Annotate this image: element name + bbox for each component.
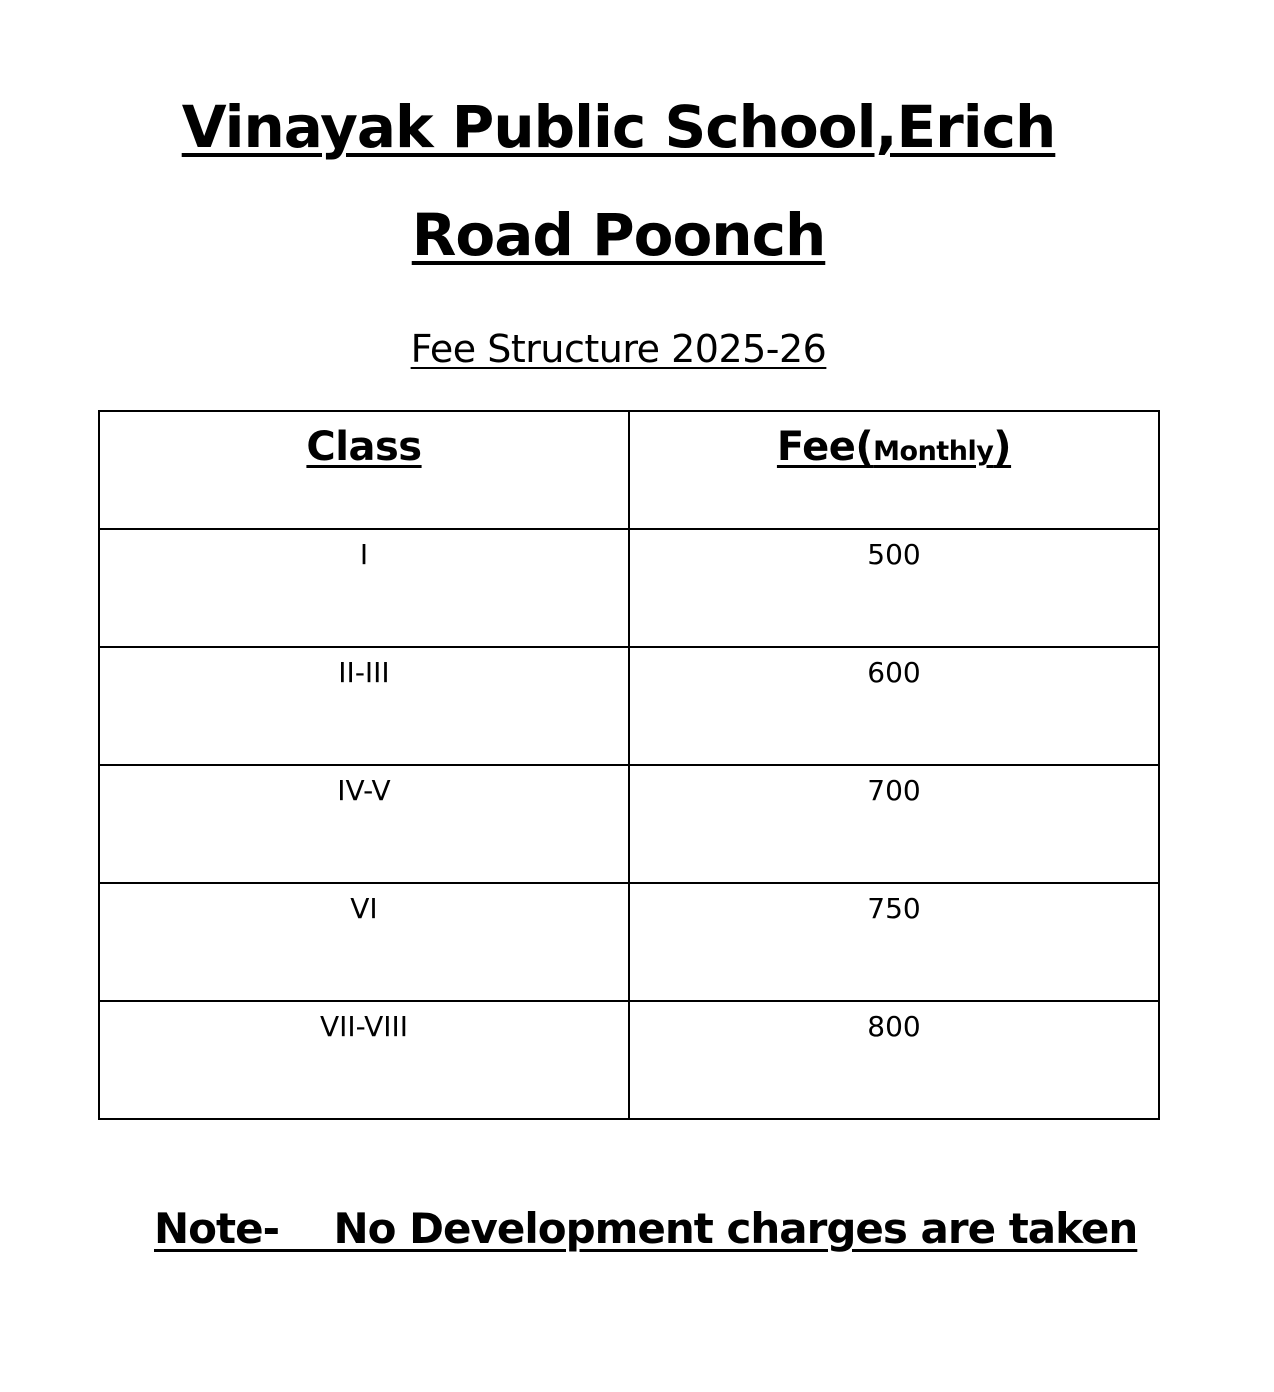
fee-cell: 700	[629, 765, 1159, 883]
fee-table	[98, 410, 1160, 1120]
fee-cell: 800	[629, 1001, 1159, 1119]
class-cell: VII-VIII	[99, 1001, 629, 1119]
class-header-label: Class	[306, 424, 422, 470]
school-name-text-1: Vinayak Public School,Erich	[181, 93, 1056, 161]
note-text: No Development charges are taken	[333, 1204, 1138, 1253]
fee-structure-subtitle	[0, 327, 1237, 371]
school-name-line-2	[0, 201, 1237, 269]
table-row	[99, 883, 1159, 1001]
class-column-header	[99, 411, 629, 529]
fee-cell: 750	[629, 883, 1159, 1001]
note-line	[154, 1204, 1138, 1253]
table-header-row	[99, 411, 1159, 529]
table-row	[99, 647, 1159, 765]
subtitle-text: Fee Structure 2025-26	[410, 327, 827, 371]
class-cell: VI	[99, 883, 629, 1001]
fee-header-label: Fee(	[776, 424, 874, 470]
table-row	[99, 1001, 1159, 1119]
fee-header-period: Monthly	[873, 436, 994, 467]
school-name-text-2: Road Poonch	[411, 201, 826, 269]
fee-header-close: )	[993, 424, 1012, 470]
class-cell: I	[99, 529, 629, 647]
class-cell: II-III	[99, 647, 629, 765]
note-label: Note-	[154, 1204, 279, 1253]
table-row	[99, 529, 1159, 647]
class-cell: IV-V	[99, 765, 629, 883]
table-row	[99, 765, 1159, 883]
fee-cell: 600	[629, 647, 1159, 765]
fee-cell: 500	[629, 529, 1159, 647]
fee-column-header	[629, 411, 1159, 529]
school-name-line-1	[0, 93, 1237, 161]
